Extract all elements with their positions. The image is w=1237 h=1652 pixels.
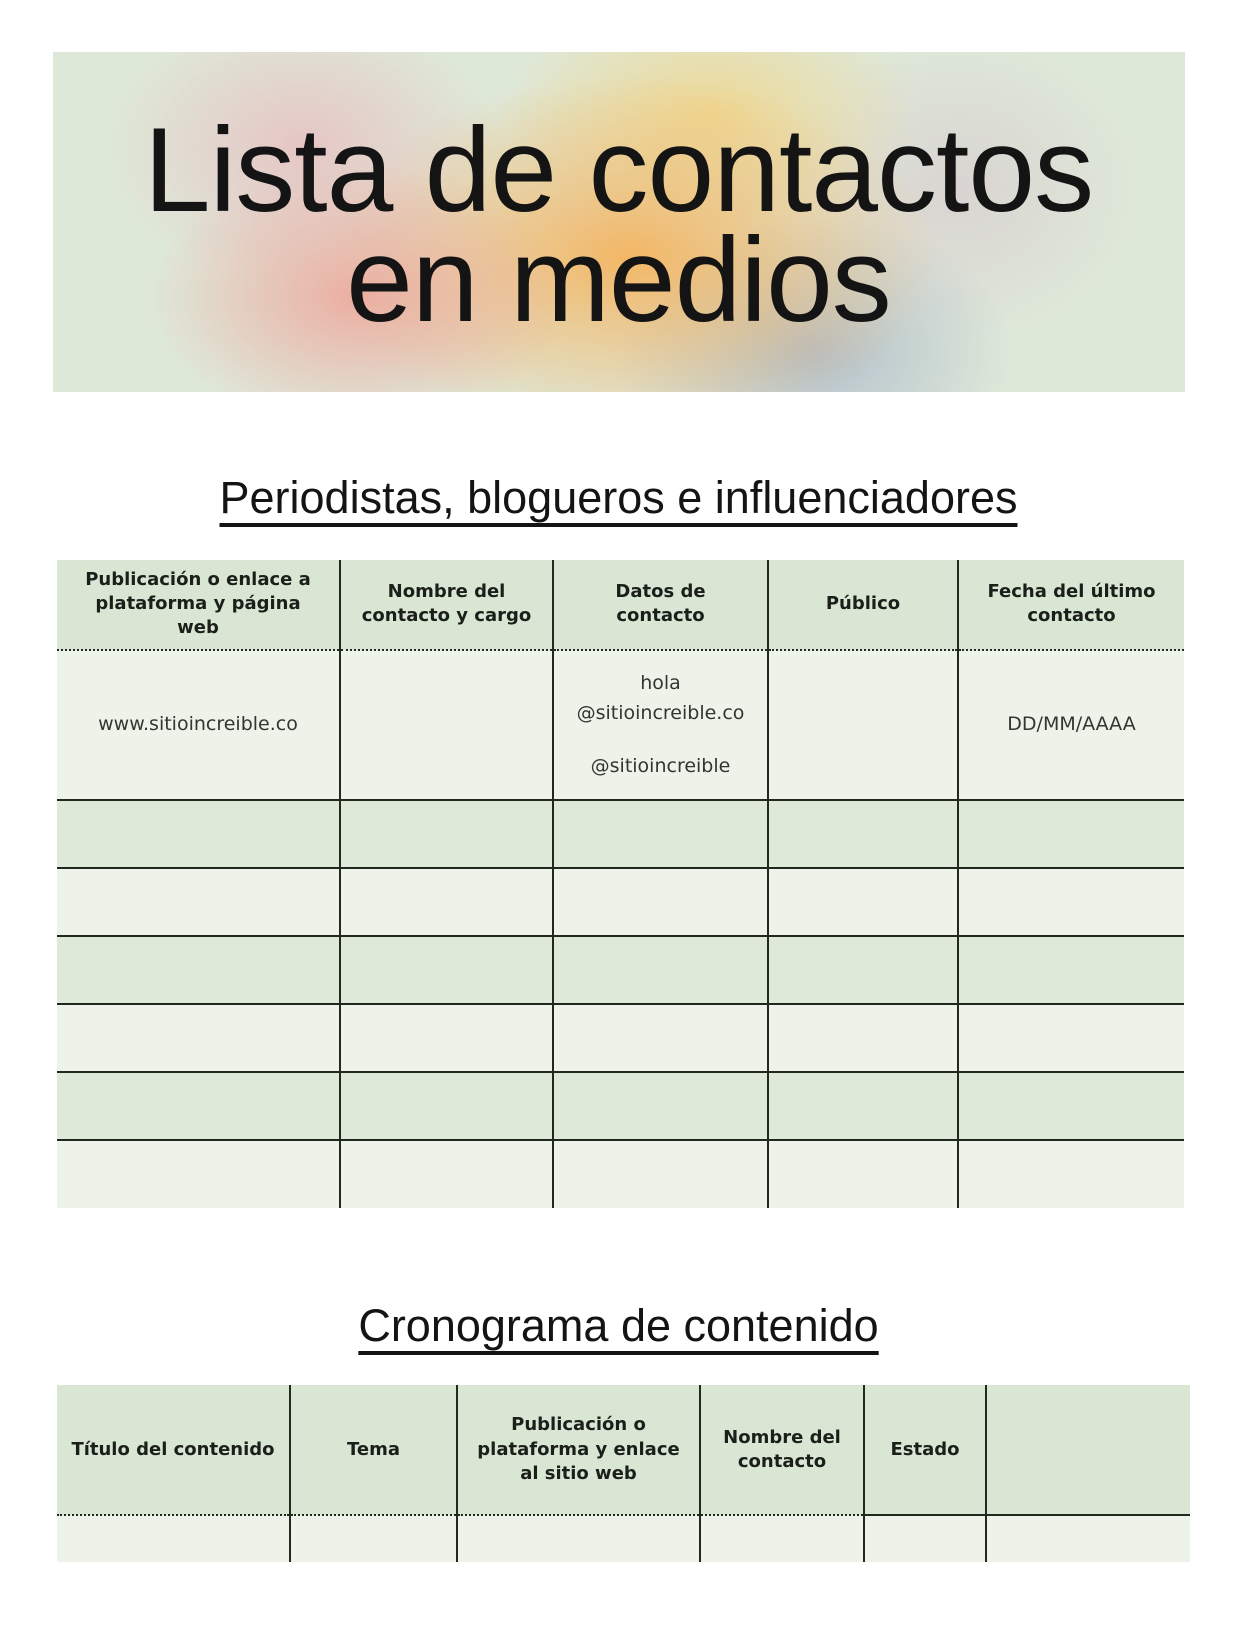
section-title-content-schedule-text: Cronograma de contenido: [358, 1299, 879, 1351]
page-title-line2: en medios: [346, 213, 891, 347]
contact-handle: @sitioincreible: [590, 754, 731, 777]
media-table-empty-row: [57, 800, 1184, 868]
column-header-contact-data: Datos de contacto: [553, 560, 768, 650]
media-table-empty-row: [57, 936, 1184, 1004]
media-contacts-table: [57, 560, 1184, 1208]
media-table-empty-row: [57, 868, 1184, 936]
cell-contact-name: [340, 650, 553, 800]
media-table-sample-row: [57, 650, 1184, 800]
schedule-table-empty-row: [57, 1515, 1190, 1562]
media-table-empty-row: [57, 1072, 1184, 1140]
schedule-table-header-row: [57, 1385, 1190, 1515]
section-title-content-schedule: [0, 1300, 1237, 1352]
cell-last-contact-date: DD/MM/AAAA: [958, 650, 1184, 800]
cell-audience: [768, 650, 958, 800]
banner: [53, 52, 1185, 392]
page-title: [143, 103, 1094, 347]
media-table-empty-row: [57, 1004, 1184, 1072]
media-table-empty-row: [57, 1140, 1184, 1208]
media-table-header-row: [57, 560, 1184, 650]
column-header-topic: Tema: [290, 1385, 457, 1515]
column-header-contact-name: Nombre del contacto: [700, 1385, 864, 1515]
contact-email-line2: @sitioincreible.co: [576, 702, 745, 725]
column-header-audience: Público: [768, 560, 958, 650]
contact-email-line1: hola: [640, 671, 681, 694]
column-header-status: Estado: [864, 1385, 986, 1515]
cell-contact-data: [553, 650, 768, 800]
content-schedule-table: [57, 1385, 1190, 1562]
column-header-contact-name: Nombre del contacto y cargo: [340, 560, 553, 650]
column-header-last-contact-date: Fecha del último contacto: [958, 560, 1184, 650]
column-header-platform-link: Publicación o plataforma y enlace al sitio web: [457, 1385, 700, 1515]
page-title-line1: Lista de contactos: [143, 103, 1094, 237]
column-header-content-title: Título del contenido: [57, 1385, 290, 1515]
column-header-blank: [986, 1385, 1190, 1515]
document-page: [0, 52, 1237, 1562]
column-header-publication: Publicación o enlace a plataforma y página web: [57, 560, 340, 650]
section-title-media-contacts: [0, 472, 1237, 524]
section-title-media-contacts-text: Periodistas, blogueros e influenciadores: [219, 472, 1018, 523]
cell-publication: www.sitioincreible.co: [57, 650, 340, 800]
